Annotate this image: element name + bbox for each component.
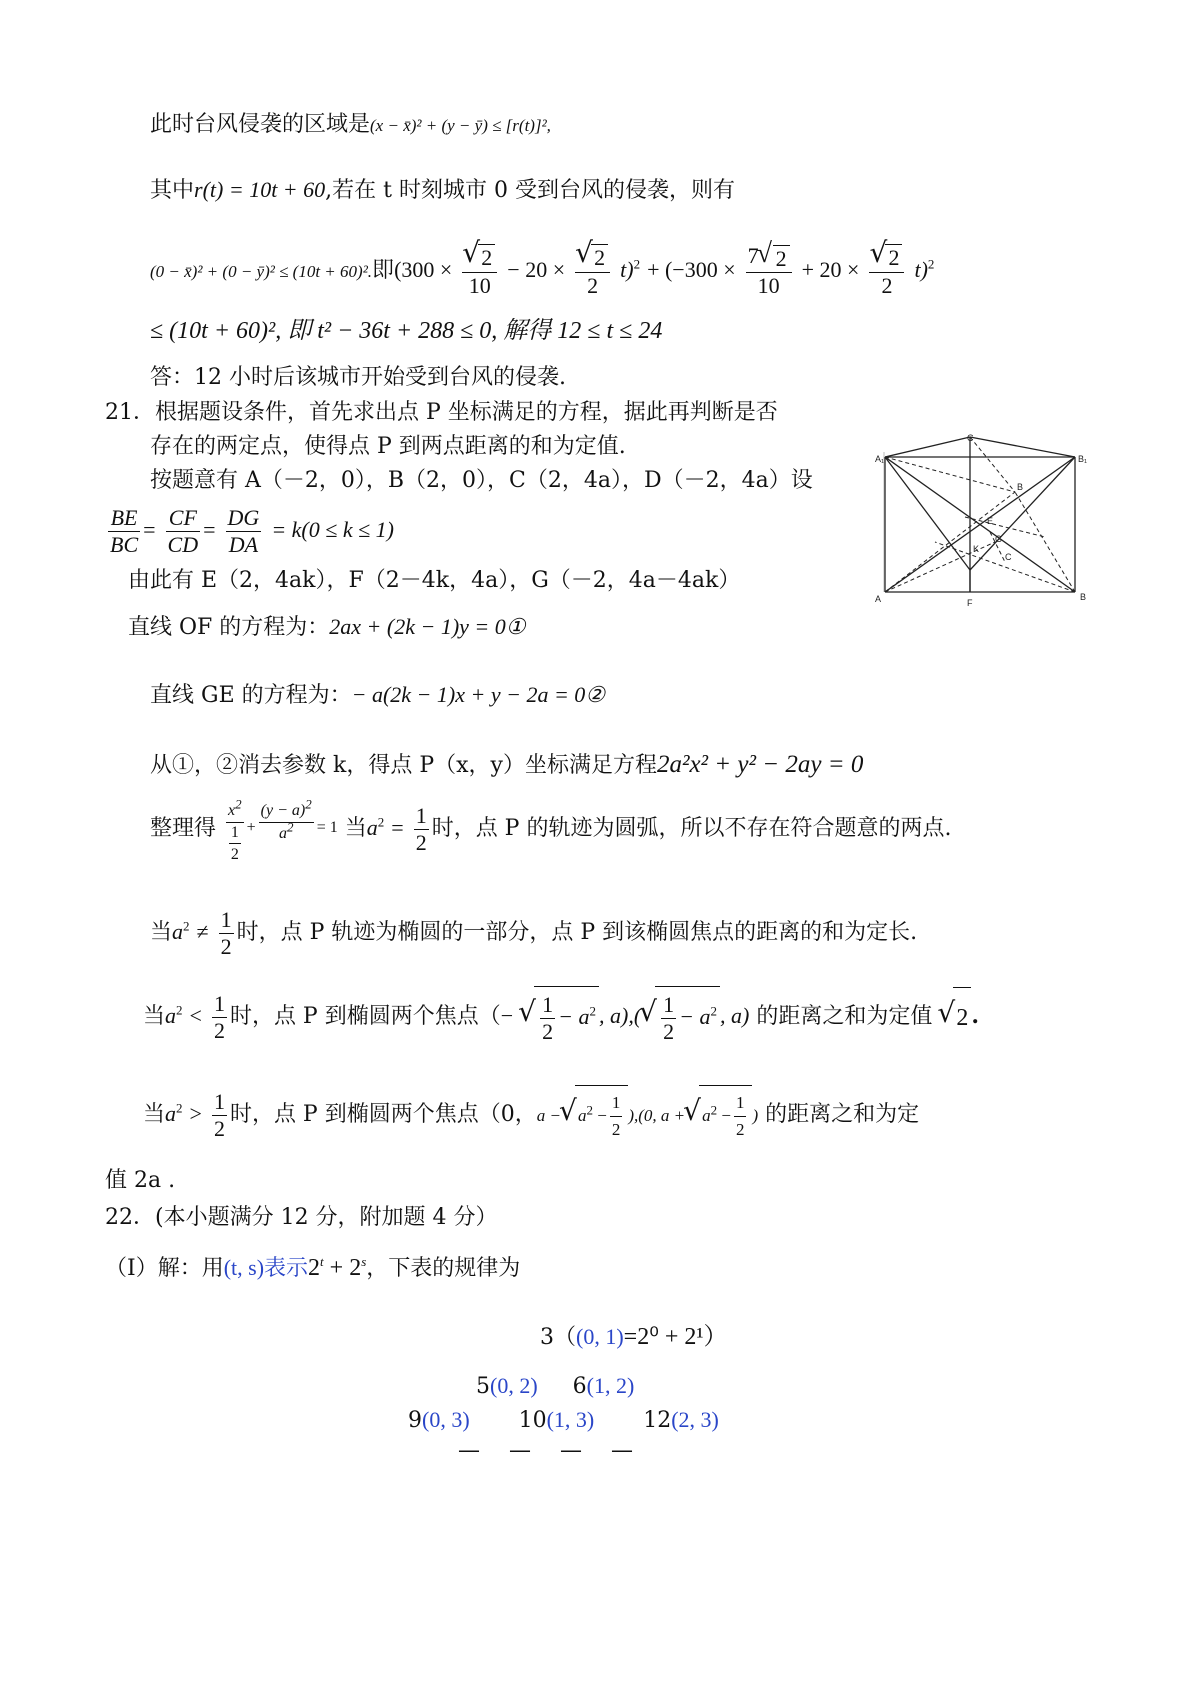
text-span: 从①，②消去参数 k，得点 P（x，y）坐标满足方程 — [150, 753, 657, 778]
text-span: 当 — [143, 1102, 166, 1127]
svg-text:K: K — [973, 544, 980, 554]
svg-text:F: F — [967, 598, 973, 608]
fraction: $\frac{1}{2}$ — [415, 802, 427, 855]
fraction: $\frac{(y - a)^2}{a^2}$ — [260, 796, 312, 842]
text-span: （Ⅰ）解：用 — [105, 1256, 224, 1281]
ratio-formula: $\frac{BE}{BC}$ = $\frac{CF}{CD}$ = $\frac{DG}{DA}$ = k(0 ≤ k ≤ 1) — [110, 504, 394, 557]
answer-line — [150, 363, 566, 393]
pattern-row-2 — [476, 1371, 634, 1402]
formula-line: (0 − x̄)² + (0 − ȳ)² ≤ (10t + 60)².即(300 × √ $\frac{2}{10}$ − 20 × √ $\frac{2}{2}$ t)$^2$ + (−300 × $\frac{7√ 2}{10}$ + 20 × √ $\frac{2}{2}$ t)$^2$ — [150, 240, 934, 300]
sqrt-expression: √ $\frac{1}{2}$ − $a^2$ — [641, 986, 720, 1048]
text-span: 值 2a . — [105, 1168, 176, 1193]
text-span: 的距离之和为定 — [765, 1102, 920, 1127]
math-expression: (x − x̄)² + (y − ȳ) ≤ [r(t)]², — [370, 116, 551, 135]
problem-21-line — [128, 566, 740, 596]
pair-notation: (1, 3) — [546, 1407, 595, 1432]
problem-22-line: （Ⅰ）解：用(t, s)表示$2^t + 2^s$，下表的规律为 — [105, 1254, 521, 1281]
problem-21-line — [150, 432, 626, 462]
math-expression: 2a²x² + y² − 2ay = 0 — [656, 751, 864, 778]
text-line — [150, 175, 735, 206]
svg-text:A₁: A₁ — [875, 454, 885, 464]
text-span: 3（ — [540, 1325, 576, 1350]
svg-text:G: G — [995, 534, 1003, 544]
math-expression: =2⁰ + 2¹） — [623, 1324, 728, 1350]
svg-text:E: E — [987, 516, 994, 526]
svg-text:B: B — [1017, 482, 1024, 492]
problem-21-line: 整理得 $\frac{x^2}{\frac{1}{2}}$ + $\frac{(y - a)^2}{a^2}$ $^{= 1}$ 当$a^2$ = $\frac{1}{2}$ 时，点 P 的轨迹为圆弧，所以不存在符合题意的两点. — [150, 800, 951, 890]
problem-21-line — [128, 612, 526, 643]
text-span: 当 — [344, 816, 367, 841]
pattern-row-1 — [540, 1322, 728, 1353]
sqrt-expression: √ $\frac{1}{2}$ − $a^2$ — [520, 986, 599, 1048]
text-span: ,若在 t 时刻城市 0 受到台风的侵袭，则有 — [325, 178, 735, 203]
table-cell-number: 6 — [572, 1374, 587, 1399]
pair-notation: (0, 1) — [576, 1324, 624, 1349]
sqrt-expression: √ 2 — [939, 987, 971, 1048]
fraction: √ $\frac{2}{10}$ — [462, 244, 497, 299]
math-expression: 2ax + (2k − 1)y = 0① — [329, 614, 526, 639]
text-span: 存在的两定点，使得点 P 到两点距离的和为定值. — [150, 434, 626, 459]
text-span: 直线 OF 的方程为： — [128, 615, 330, 640]
fraction: √ $\frac{2}{2}$ — [869, 244, 904, 299]
text-span: — — — — — [458, 1438, 633, 1463]
text-span: 21．根据题设条件，首先求出点 P 坐标满足的方程，据此再判断是否 — [105, 400, 778, 425]
svg-text:C: C — [967, 433, 974, 443]
fraction: $\frac{CF}{CD}$ — [167, 504, 199, 557]
math-expression: r(t) = 10t + 60 — [194, 177, 326, 202]
svg-text:B: B — [1080, 592, 1087, 602]
math-expression: = k(0 ≤ k ≤ 1) — [271, 517, 394, 542]
text-span: 由此有 E（2，4ak），F（2－4k，4a），G（－2，4a－4ak） — [128, 568, 741, 593]
text-span: 当 — [150, 920, 173, 945]
table-cell-number: 9 — [408, 1408, 422, 1433]
problem-21-line — [150, 750, 863, 781]
text-span: 即 — [372, 258, 395, 283]
pair-notation: (2, 3) — [671, 1407, 719, 1432]
pair-notation: (0, 2) — [490, 1373, 538, 1398]
fraction: $\frac{7√ 2}{10}$ — [746, 243, 792, 298]
fraction: √ $\frac{2}{2}$ — [575, 244, 610, 299]
problem-21-line — [150, 680, 605, 711]
formula-line — [150, 315, 662, 346]
table-cell-number: 10 — [518, 1408, 547, 1433]
pair-notation: (0, 3) — [422, 1407, 470, 1432]
problem-22-line — [105, 1203, 498, 1233]
pair-notation: (1, 2) — [586, 1373, 635, 1398]
text-span: 直线 GE 的方程为： — [150, 683, 352, 708]
svg-text:A: A — [875, 594, 882, 604]
table-cell-number: 5 — [476, 1374, 490, 1399]
problem-21-line: 当$a^2$ ≠ $\frac{1}{2}$ 时，点 P 轨迹为椭圆的一部分，点 P 到该椭圆焦点的距离的和为定长. — [150, 906, 918, 959]
problem-21-line: 当$a^2$ < $\frac{1}{2}$ 时，点 P 到椭圆两个焦点（− √ $\frac{1}{2}$ − $a^2$ , a),( √ $\frac{1}{2}$ − $a^2$ , a) 的距离之和为定值 √ 2 . — [143, 986, 979, 1050]
svg-text:B₁: B₁ — [1078, 454, 1088, 464]
text-span: 答：12 小时后该城市开始受到台风的侵袭. — [150, 365, 566, 390]
pair-notation: (t, s)表示 — [223, 1255, 309, 1280]
problem-21-line — [150, 466, 813, 496]
math-expression: (0 − x̄)² + (0 − ȳ)² ≤ (10t + 60)². — [150, 262, 373, 281]
prism-diagram-icon — [875, 432, 1090, 612]
pattern-row-3 — [408, 1405, 719, 1436]
text-line — [150, 110, 551, 141]
table-cell-number: 12 — [643, 1408, 672, 1433]
text-span: 当 — [143, 1004, 166, 1029]
pattern-row-4 — [458, 1436, 633, 1466]
math-expression: − a(2k − 1)x + y − 2a = 0② — [351, 682, 606, 707]
fraction: $\frac{1}{2}$ — [220, 906, 232, 959]
fraction: $\frac{1}{2}$ — [213, 1088, 225, 1141]
text-span: 按题意有 A（－2，0），B（2，0），C（2，4a），D（－2，4a）设 — [150, 468, 813, 493]
svg-text:C: C — [1005, 552, 1012, 562]
fraction: $\frac{DG}{DA}$ — [227, 504, 260, 557]
math-expression: ≤ (10t + 60)², 即 t² − 36t + 288 ≤ 0, 解得 12 ≤ t ≤ 24 — [150, 318, 663, 344]
fraction: $\frac{x^2}{\frac{1}{2}}$ — [228, 796, 242, 863]
text-span: 时，点 P 到椭圆两个焦点（0， — [229, 1102, 537, 1127]
text-span: 的距离之和为定值 — [756, 1004, 933, 1029]
text-span: 时，点 P 的轨迹为圆弧，所以不存在符合题意的两点. — [431, 816, 952, 841]
text-span: 时，点 P 到椭圆两个焦点（ — [229, 1004, 501, 1029]
problem-21-line — [105, 398, 778, 428]
problem-21-line: 当$a^2$ > $\frac{1}{2}$ 时，点 P 到椭圆两个焦点（0，a −√ $a^2$ − $\frac{1}{2}$ ),(0, a +√ $a^2$ − $\frac{1}{2}$ ) 的距离之和为定 — [143, 1084, 919, 1148]
fraction: $\frac{1}{2}$ — [213, 990, 225, 1043]
sqrt-expression: √ $a^2$ − $\frac{1}{2}$ — [685, 1085, 752, 1146]
problem-21-line — [105, 1166, 175, 1196]
fraction: $\frac{BE}{BC}$ — [110, 504, 139, 557]
text-span: 时，点 P 轨迹为椭圆的一部分，点 P 到该椭圆焦点的距离的和为定长. — [236, 920, 918, 945]
text-span: 此时台风侵袭的区域是 — [150, 112, 371, 137]
text-span: 其中 — [150, 178, 195, 203]
text-span: 22．(本小题满分 12 分，附加题 4 分） — [105, 1205, 498, 1230]
text-span: 整理得 — [150, 816, 217, 841]
text-span: ，下表的规律为 — [366, 1256, 521, 1281]
sqrt-expression: √ $a^2$ − $\frac{1}{2}$ — [561, 1085, 628, 1146]
